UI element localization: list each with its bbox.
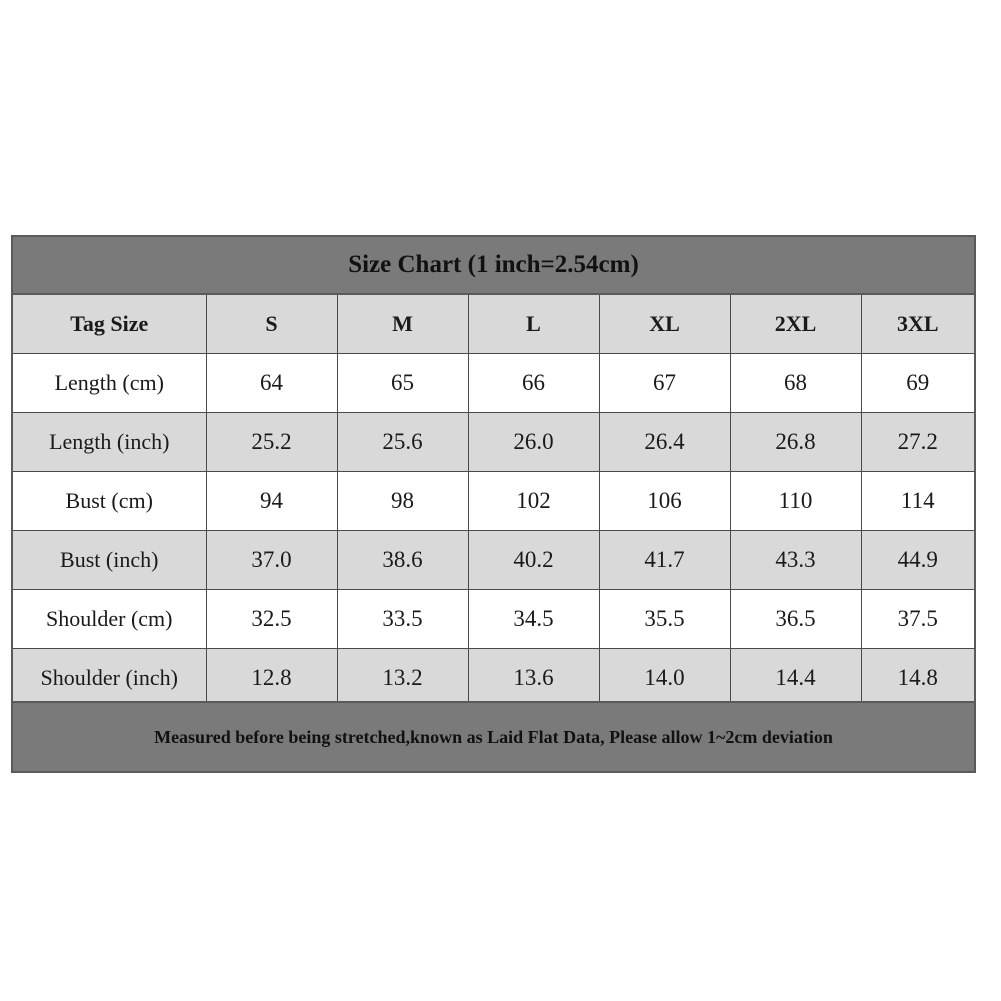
- table-cell: 13.6: [468, 649, 599, 708]
- header-cell: XL: [599, 295, 730, 354]
- table-cell: 14.0: [599, 649, 730, 708]
- row-label: Length (inch): [13, 413, 206, 472]
- table-cell: 32.5: [206, 590, 337, 649]
- table-row: [13, 649, 974, 708]
- table-cell: 37.0: [206, 531, 337, 590]
- table-cell: 64: [206, 354, 337, 413]
- header-cell: M: [337, 295, 468, 354]
- row-label: Bust (inch): [13, 531, 206, 590]
- table-row: [13, 590, 974, 649]
- header-cell: 3XL: [861, 295, 974, 354]
- header-cell: Tag Size: [13, 295, 206, 354]
- table-cell: 25.2: [206, 413, 337, 472]
- table-cell: 106: [599, 472, 730, 531]
- table-cell: 26.4: [599, 413, 730, 472]
- table-cell: 114: [861, 472, 974, 531]
- table-cell: 36.5: [730, 590, 861, 649]
- table-cell: 110: [730, 472, 861, 531]
- table-cell: 65: [337, 354, 468, 413]
- table-cell: 33.5: [337, 590, 468, 649]
- table-cell: 26.8: [730, 413, 861, 472]
- table-cell: 44.9: [861, 531, 974, 590]
- table-cell: 68: [730, 354, 861, 413]
- size-chart: [11, 235, 976, 773]
- table-cell: 102: [468, 472, 599, 531]
- table-cell: 43.3: [730, 531, 861, 590]
- table-row: [13, 472, 974, 531]
- table-cell: 94: [206, 472, 337, 531]
- table-cell: 27.2: [861, 413, 974, 472]
- table-cell: 34.5: [468, 590, 599, 649]
- table-cell: 66: [468, 354, 599, 413]
- chart-title: Size Chart (1 inch=2.54cm): [13, 237, 974, 295]
- table-cell: 12.8: [206, 649, 337, 708]
- table-row: [13, 413, 974, 472]
- measurement-note: Measured before being stretched,known as Laid Flat Data, Please allow 1~2cm deviation: [13, 701, 974, 771]
- table-cell: 98: [337, 472, 468, 531]
- header-cell: S: [206, 295, 337, 354]
- table-cell: 69: [861, 354, 974, 413]
- table-cell: 40.2: [468, 531, 599, 590]
- row-label: Length (cm): [13, 354, 206, 413]
- row-label: Bust (cm): [13, 472, 206, 531]
- table-cell: 37.5: [861, 590, 974, 649]
- table-row: [13, 531, 974, 590]
- table-cell: 38.6: [337, 531, 468, 590]
- header-cell: 2XL: [730, 295, 861, 354]
- header-row: [13, 295, 974, 354]
- table-cell: 25.6: [337, 413, 468, 472]
- table-cell: 41.7: [599, 531, 730, 590]
- table-cell: 14.8: [861, 649, 974, 708]
- table-cell: 14.4: [730, 649, 861, 708]
- table-cell: 67: [599, 354, 730, 413]
- table-cell: 35.5: [599, 590, 730, 649]
- table-cell: 26.0: [468, 413, 599, 472]
- row-label: Shoulder (inch): [13, 649, 206, 708]
- size-table: [13, 295, 974, 708]
- header-cell: L: [468, 295, 599, 354]
- row-label: Shoulder (cm): [13, 590, 206, 649]
- table-row: [13, 354, 974, 413]
- table-cell: 13.2: [337, 649, 468, 708]
